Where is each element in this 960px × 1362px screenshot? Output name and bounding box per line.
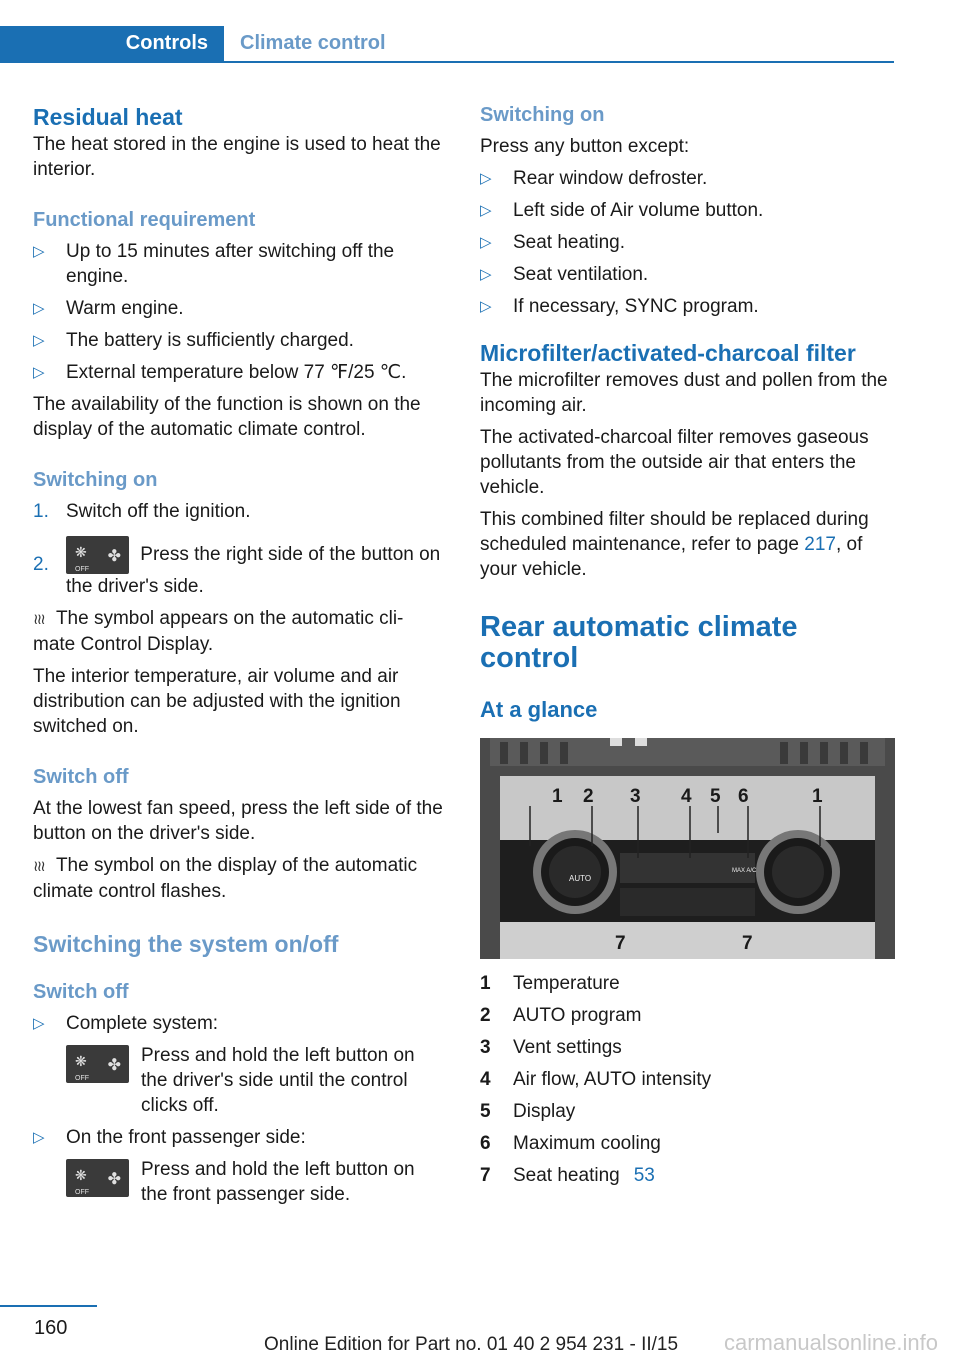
photo-label: 5 [710, 786, 721, 807]
availability-text: The availability of the function is shown on the display of the automatic climate control. [33, 394, 421, 440]
switching-on-steps [33, 499, 443, 599]
switching-on-heading: Switching on [33, 469, 158, 491]
fan-icon: ❋ [75, 1053, 87, 1069]
page-link[interactable]: 217 [804, 534, 836, 555]
rear-climate-panel-photo [480, 738, 895, 959]
triangle-bullet-icon: ▷ [33, 1015, 45, 1032]
triangle-bullet-icon: ▷ [33, 300, 45, 317]
list-item: ▷ Complete system: ❋ OFF ✤ Press and hold the left button on the driver's side until the control clicks off. [33, 1013, 415, 1116]
triangle-bullet-icon: ▷ [480, 298, 492, 315]
legend-item: 3 Vent settings [480, 1037, 622, 1058]
triangle-bullet-icon: ▷ [33, 364, 45, 381]
legend-item: 6 Maximum cooling [480, 1133, 661, 1154]
list-item: ▷ The battery is sufficiently charged. [33, 330, 354, 351]
legend-item: 7 Seat heating 53 [480, 1165, 655, 1186]
max-ac-label: MAX A/C [732, 868, 757, 874]
list-item: ▷ Seat heating. [480, 232, 625, 253]
legend-item: 1 Temperature [480, 973, 620, 994]
fan-icon: ✤ [107, 1171, 121, 1188]
list-item: ▷ Rear window defroster. [480, 168, 708, 189]
right-column [480, 102, 900, 1195]
watermark: carmanualsonline.info [723, 1330, 938, 1355]
triangle-bullet-icon: ▷ [480, 266, 492, 283]
photo-label: 1 [812, 786, 823, 807]
at-a-glance-heading: At a glance [480, 697, 598, 722]
photo-label: 1 [552, 786, 563, 807]
switch-off-text: At the lowest fan speed, press the left side of the button on the driver's side. [33, 798, 443, 844]
switch-off-heading: Switch off [33, 766, 129, 788]
fan-icon: ❋ [75, 544, 87, 560]
page-link[interactable]: 53 [633, 1165, 655, 1186]
legend-item: 4 Air flow, AUTO intensity [480, 1069, 712, 1090]
triangle-bullet-icon: ▷ [33, 1129, 45, 1146]
legend-list [480, 971, 900, 1188]
left-column: Residual heat The heat stored in the engine is used to heat the interior. Functional requirement ▷ Up to 15 minutes after switching off the engine. ▷ Warm engine. ▷ The battery is sufficiently charged. ▷ External temperature below 77 ℉/25 ℃. The availability of the function is shown on the display of the automatic climate control. Switching on 1. Switch off the ignition. 2. ❋ OFF ✤ Press the right side of the button on the driver's side. ≀≀≀ The symbol appears on the automatic cli‐mate Control Display. The interior temperature, air volume and air distribution can be adjusted with the ignition switched on. Switch off At the lowest fan speed, press the left side of the button on the driver's side. ≀≀≀ The symbol on the display of the automatic climate control flashes. Switching the system on/off Switch off ▷ Complete system: ❋ OFF ✤ Press and hold the left button on the driver's side until the control clicks off. ▷ On the front passenger side: ❋ OFF ✤ Press and hold the left button on the front passenger side. [33, 104, 443, 1205]
list-item: ▷ Seat ventilation. [480, 264, 649, 285]
fan-icon: ✤ [107, 548, 121, 565]
requirement-list [33, 239, 443, 385]
residual-heat-symbol-icon: ≀≀≀ [33, 858, 44, 875]
functional-requirement-heading: Functional requirement [33, 209, 256, 231]
fan-icon: ❋ [75, 1167, 87, 1183]
photo-label: 2 [583, 786, 594, 807]
filter-text-1: The microfilter removes dust and pollen from the incoming air. [480, 370, 888, 416]
system-onoff-heading: Switching the system on/off [33, 931, 339, 957]
panel-illustration [480, 738, 895, 959]
system-off-list [33, 1011, 443, 1207]
triangle-bullet-icon: ▷ [480, 202, 492, 219]
auto-label: AUTO [569, 874, 592, 883]
off-button-image: ❋ OFF ✤ [66, 1045, 129, 1083]
photo-label: 7 [742, 933, 753, 954]
tab-climate-control[interactable]: Climate control [240, 32, 386, 54]
edition-footer: Online Edition for Part no. 01 40 2 954 231 - II/15 [264, 1334, 679, 1355]
list-item: ▷ External temperature below 77 ℉/25 ℃. [33, 362, 407, 383]
off-button-image: ❋ OFF ✤ [66, 1159, 129, 1197]
legend-item: 2 AUTO program [480, 1005, 642, 1026]
filter-text-2: The activated-charcoal filter removes gaseous pollutants from the outside air that enters the vehicle. [480, 427, 869, 498]
residual-heat-heading: Residual heat [33, 104, 183, 130]
list-item: ▷ If necessary, SYNC program. [480, 296, 759, 317]
page-number: 160 [34, 1317, 68, 1339]
tab-controls[interactable]: Controls [0, 26, 224, 61]
system-switch-off-heading: Switch off [33, 981, 129, 1003]
rear-switching-on-intro: Press any button except: [480, 136, 690, 157]
list-item: 2. ❋ OFF ✤ Press the right side of the button on the driver's side. [33, 536, 443, 599]
fan-icon: ✤ [107, 1057, 121, 1074]
triangle-bullet-icon: ▷ [33, 332, 45, 349]
legend-item: 5 Display [480, 1101, 576, 1122]
photo-label: 7 [615, 933, 626, 954]
list-item: ▷ On the front passenger side: ❋ OFF ✤ Press and hold the left button on the front passenger side. [33, 1127, 415, 1205]
residual-heat-button-image: ❋ OFF ✤ [66, 536, 129, 574]
triangle-bullet-icon: ▷ [480, 234, 492, 251]
residual-heat-intro: The heat stored in the engine is used to heat the interior. [33, 134, 441, 180]
filter-heading: Microfilter/activated-charcoal filter [480, 340, 856, 366]
filter-text-3: This combined filter should be replaced during scheduled maintenance, refer to page 217, of your vehicle. [480, 509, 869, 580]
residual-heat-symbol-icon: ≀≀≀ [33, 611, 44, 628]
page-number-rule [0, 1305, 97, 1307]
photo-label: 4 [681, 786, 692, 807]
adjust-text: The interior temperature, air volume and air distribution can be adjusted with the ignition switched on. [33, 666, 401, 737]
rear-climate-heading: Rear automatic climate control [480, 611, 798, 674]
rear-switching-on-list [480, 166, 900, 319]
list-item: 1. Switch off the ignition. [33, 501, 251, 522]
triangle-bullet-icon: ▷ [480, 170, 492, 187]
list-item: ▷ Left side of Air volume button. [480, 200, 764, 221]
rear-switching-on-heading: Switching on [480, 104, 605, 126]
triangle-bullet-icon: ▷ [33, 243, 45, 260]
photo-label: 3 [630, 786, 641, 807]
photo-label: 6 [738, 786, 749, 807]
list-item: ▷ Warm engine. [33, 298, 184, 319]
list-item: ▷ Up to 15 minutes after switching off the engine. [33, 241, 395, 287]
